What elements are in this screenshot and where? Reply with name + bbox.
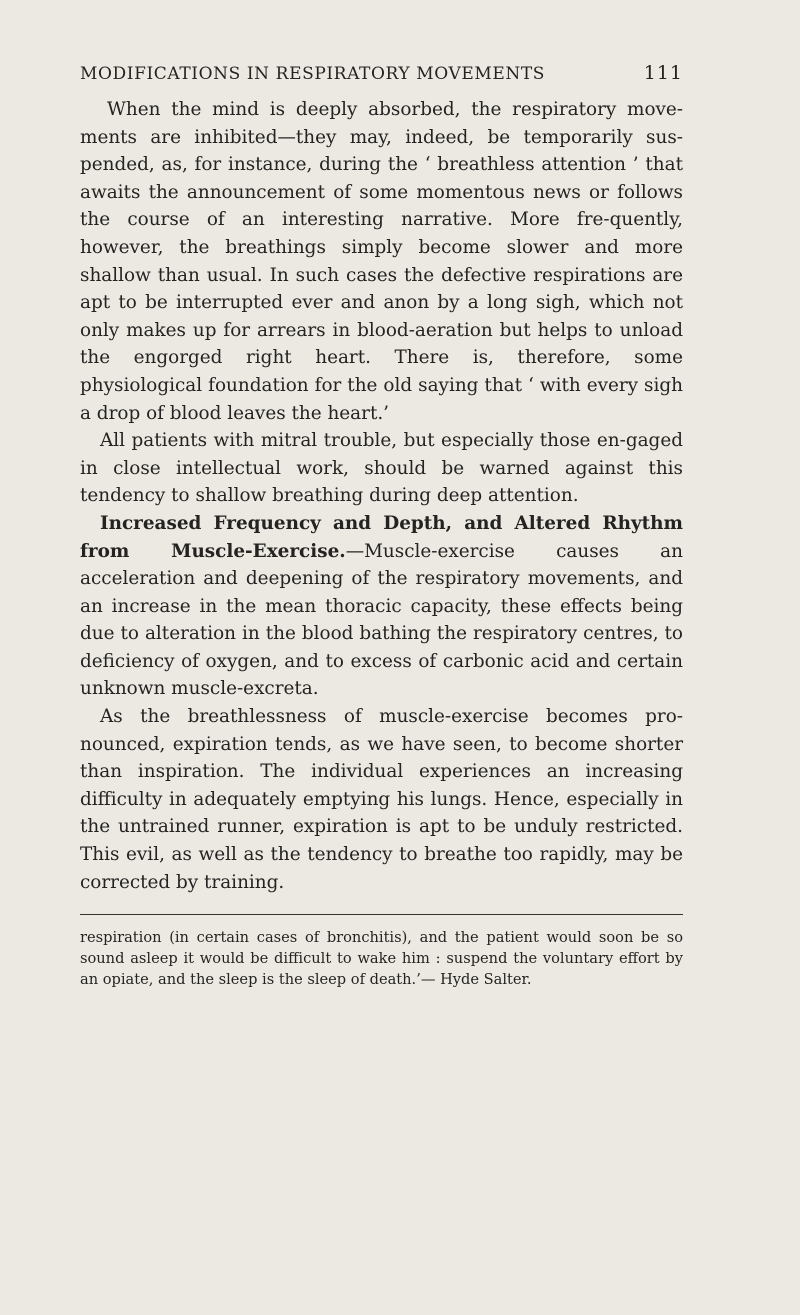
paragraph-text: All patients with mitral trouble, but especially those en-gaged in close intellectual work, should be warned against this tendency to shallow breathing during deep attention. <box>80 430 683 507</box>
book-page <box>80 62 683 990</box>
paragraph-breathlessness <box>80 703 683 896</box>
paragraph-text: As the breathlessness of muscle-exercise becomes pro-nounced, expiration tends, as we have seen, to become shorter than inspiration. The individual experiences an increasing difficulty in adequately emptying his lungs. Hence, especially in the untrained runner, expiration is apt to be unduly restricted. This evil, as well as the tendency to breathe too rapidly, may be corrected by training. <box>80 706 683 893</box>
section-heading: Increased Frequency and Depth, and Altered Rhythm from Muscle-Exercise. <box>80 512 683 562</box>
page-number: 111 <box>643 62 683 84</box>
paragraph-mind-absorbed <box>80 96 683 427</box>
paragraph-mitral-patients <box>80 427 683 510</box>
paragraph-text: —Muscle-exercise causes an acceleration and deepening of the respiratory movements, and an increase in the mean thoracic capacity, these effects being due to alteration in the blood bathing the respiratory centres, to deficiency of oxygen, and to excess of carbonic acid and certain unknown muscle-excreta. <box>80 540 683 700</box>
paragraph-text: When the mind is deeply absorbed, the respiratory move-ments are inhibited—they may, indeed, be temporarily sus-pended, as, for instance, during the ‘ breathless attention ’ that awaits the announcement of some momentous news or follows the course of an interesting narrative. More fre-quently, however, the breathings simply become slower and more shallow than usual. In such cases the defective respirations are apt to be interrupted ever and anon by a long sigh, which not only makes up for arrears in blood-aeration but helps to unload the engorged right heart. There is, therefore, some physiological foundation for the old saying that ‘ with every sigh a drop of blood leaves the heart.’ <box>80 99 683 424</box>
footnote-rule <box>80 914 683 915</box>
paragraph-muscle-exercise <box>80 510 683 703</box>
running-head <box>80 62 683 96</box>
running-title: MODIFICATIONS IN RESPIRATORY MOVEMENTS <box>80 64 546 84</box>
footnote: respiration (in certain cases of bronchitis), and the patient would soon be so sound asleep it would be difficult to wake him : suspend the voluntary effort by an opiate, and the sleep is the sleep of death.’— Hyde Salter. <box>80 929 683 989</box>
body-text <box>80 96 683 896</box>
